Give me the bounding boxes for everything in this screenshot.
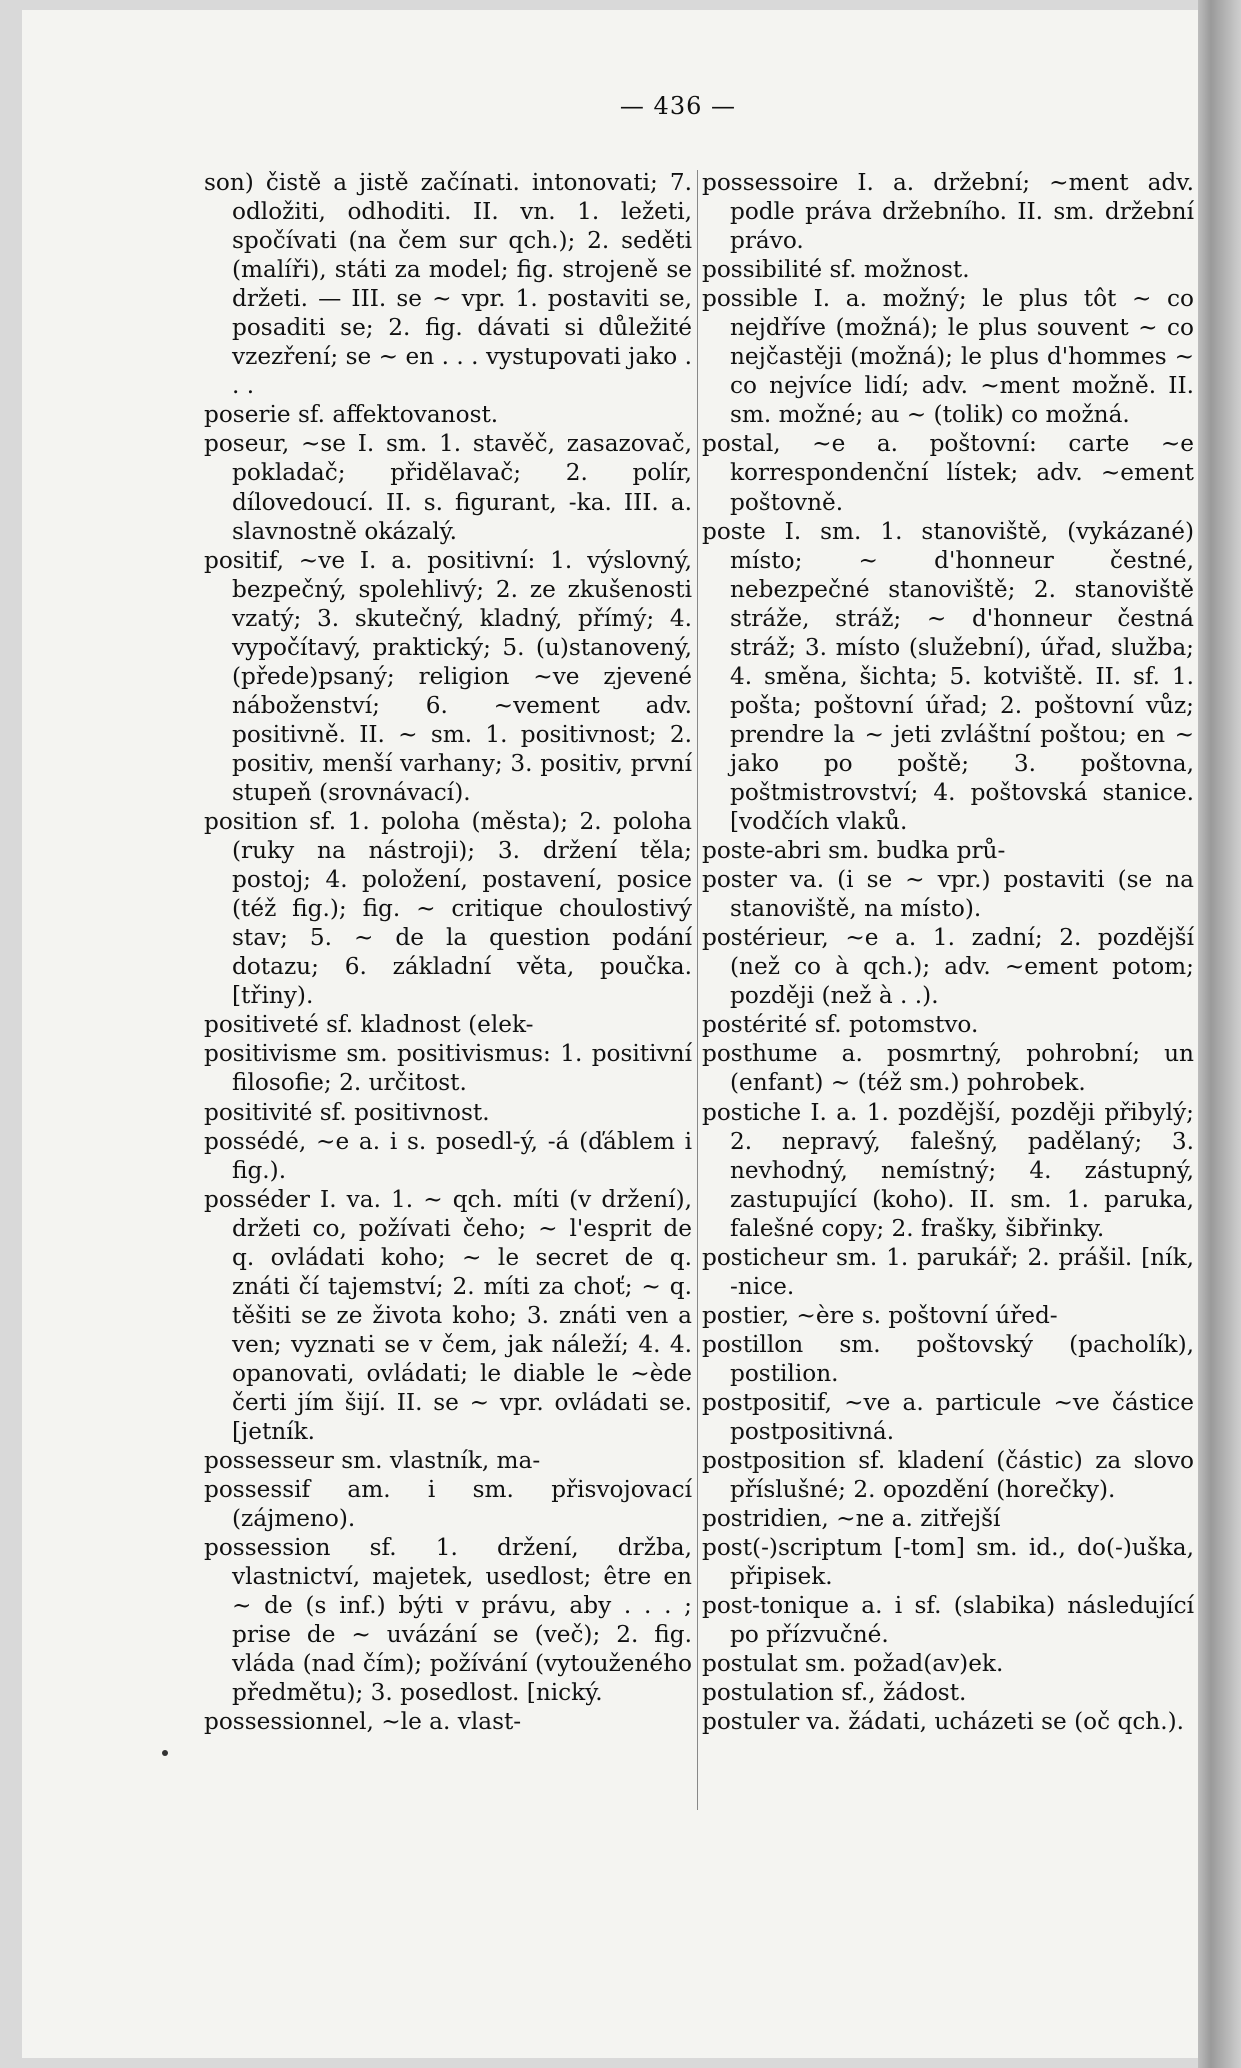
entry-poseur: poseur, ~se I. sm. 1. stavěč, zasazovač, pokladač; přidělavač; 2. polír, dílovedoucí. II. s. figurant, -ka. III. a. slavnostně okázalý. [204,430,692,545]
entry-postridien: postridien, ~ne a. zitřejší [702,1505,1001,1533]
entry-postiche: postiche I. a. 1. pozdější, později přibylý; 2. nepravý, falešný, padělaný; 3. nevhodný, nemístný; 4. zástupný, zastupující (koho). II. sm. 1. paruka, falešné copy; 2. frašky, šibřinky. [702,1098,1194,1242]
entry-postulat: postulat sm. požad(av)ek. [702,1650,1004,1678]
entry-posterite: postérité sf. potomstvo. [702,1011,979,1039]
entry-poster: poster va. (i se ~ vpr.) postaviti (se na stanoviště, na místo). [702,866,1194,923]
entry-posseder: posséder I. va. 1. ~ qch. míti (v držení), držeti co, požívati čeho; ~ l'esprit de q. ovládati koho; ~ le secret de q. znáti čí tajemství; 2. míti za choť; ~ q. těšiti se ze života koho; 3. znáti ven a ven; vyznati se v čem, jak náleží; 4. 4. opanovati, ovládati; le diable le ~ède čerti jím šijí. II. se ~ vpr. ovládati se. [jetník. [204,1185,692,1446]
entry-postillon: postillon sm. poštovský (pacholík), postilion. [702,1330,1194,1387]
entry-poste-abri: poste-abri sm. budka prů- [702,837,1006,865]
entry-son-continuation: son) čistě a jistě začínati. intonovati; 7. odložiti, odhoditi. II. vn. 1. ležeti, spočívati (na čem sur qch.); 2. seděti (malíři), státi za model; fig. strojeně se držeti. — III. se ~ vpr. 1. postaviti se, posaditi se; 2. fig. dávati si důležité vzezření; se ~ en . . . vystupovati jako . . . [204,169,692,400]
margin-ink-dot [162,1750,168,1756]
entry-possibilite: possibilité sf. možnost. [702,256,970,284]
entry-positivete: positiveté sf. kladnost (elek- [204,1011,534,1039]
entry-positif: positif, ~ve I. a. positivní: 1. výslovný, bezpečný, spolehlivý; 2. ze zkušenosti vzatý; 3. skutečný, kladný, přímý; 4. vypočítavý, praktický; 5. (u)stanovený, (přede)psaný; religion ~ve zjevené náboženství; 6. ~vement adv. positivně. II. ~ sm. 1. positivnost; 2. positiv, menší varhany; 3. positiv, první stupeň (srovnávací). [204,546,692,806]
entry-possible: possible I. a. možný; le plus tôt ~ co nejdříve (možná); le plus souvent ~ co nejčastěji (možná); le plus d'hommes ~ co nejvíce lidí; adv. ~ment možně. II. sm. možné; au ~ (tolik) co možná. [702,285,1194,429]
entry-position: position sf. 1. poloha (města); 2. poloha (ruky na nástroji); 3. držení těla; postoj; 4. položení, postavení, posice (též fig.); fig. ~ critique choulostivý stav; 5. ~ de la question podání dotazu; 6. základní věta, poučka. [třiny). [204,808,692,1010]
entry-postal: postal, ~e a. poštovní: carte ~e korrespondenční lístek; adv. ~ement poštovně. [702,430,1194,516]
entry-possessif: possessif am. i sm. přisvojovací (zájmeno). [204,1476,692,1533]
entry-positivisme: positivisme sm. positivismus: 1. positivní filosofie; 2. určitost. [204,1040,692,1097]
entry-postposition: postposition sf. kladení (částic) za slovo příslušné; 2. opozdění (horečky). [702,1447,1194,1504]
entry-poste: poste I. sm. 1. stanoviště, (vykázané) místo; ~ d'honneur čestné, nebezpečné stanoviště; 2. stanoviště stráže, stráž; ~ d'honneur čestná stráž; 3. místo (služební), úřad, služba; 4. směna, šichta; 5. kotviště. II. sf. 1. pošta; poštovní úřad; 2. poštovní vůz; prendre la ~ jeti zvláštní poštou; en ~ jako po poště; 3. poštovna, poštmistrovství; 4. poštovská stanice. [vodčích vlaků. [702,517,1194,836]
entry-possessionnel: possessionnel, ~le a. vlast- [204,1708,522,1736]
entry-poserie: poserie sf. affektovanost. [204,401,499,429]
entry-positivite: positivité sf. positivnost. [204,1098,490,1126]
entry-posthume: posthume a. posmrtný, pohrobní; un (enfant) ~ (též sm.) pohrobek. [702,1040,1194,1097]
scan-edge-shadow [1198,0,1241,2068]
entry-posterieur: postérieur, ~e a. 1. zadní; 2. pozdější (než co à qch.); adv. ~ement potom; později (než à . .). [702,924,1194,1010]
entry-postier: postier, ~ère s. poštovní úřed- [702,1301,1058,1329]
entry-possede: possédé, ~e a. i s. posedl-ý, -á (ďáblem i fig.). [204,1127,692,1184]
entry-possesseur: possesseur sm. vlastník, ma- [204,1447,541,1475]
entry-possession: possession sf. 1. držení, držba, vlastnictví, majetek, usedlost; être en ~ de (s inf.) býti v právu, aby . . . ; prise de ~ uvázání se (več); 2. fig. vláda (nad čím); požívání (vytouženého předmětu); 3. posedlost. [nický. [204,1534,692,1707]
entry-possessoire: possessoire I. a. držební; ~ment adv. podle práva držebního. II. sm. držební právo. [702,169,1194,255]
right-column [702,168,1194,1737]
entry-post-tonique: post-tonique a. i sf. (slabika) následující po přízvučné. [702,1592,1194,1649]
entry-postulation: postulation sf., žádost. [702,1679,967,1707]
page-number: — 436 — [619,92,736,120]
entry-posticheur: posticheur sm. 1. parukář; 2. prášil. [ník, -nice. [702,1243,1194,1300]
left-column [204,168,692,1737]
column-divider [697,170,698,1810]
entry-postpositif: postpositif, ~ve a. particule ~ve částice postpositivná. [702,1388,1194,1446]
entry-post-scriptum: post(-)scriptum [-tom] sm. id., do(-)uška, připisek. [702,1534,1194,1591]
dictionary-page [22,10,1198,2058]
entry-postuler: postuler va. žádati, ucházeti se (oč qch.). [702,1708,1185,1736]
